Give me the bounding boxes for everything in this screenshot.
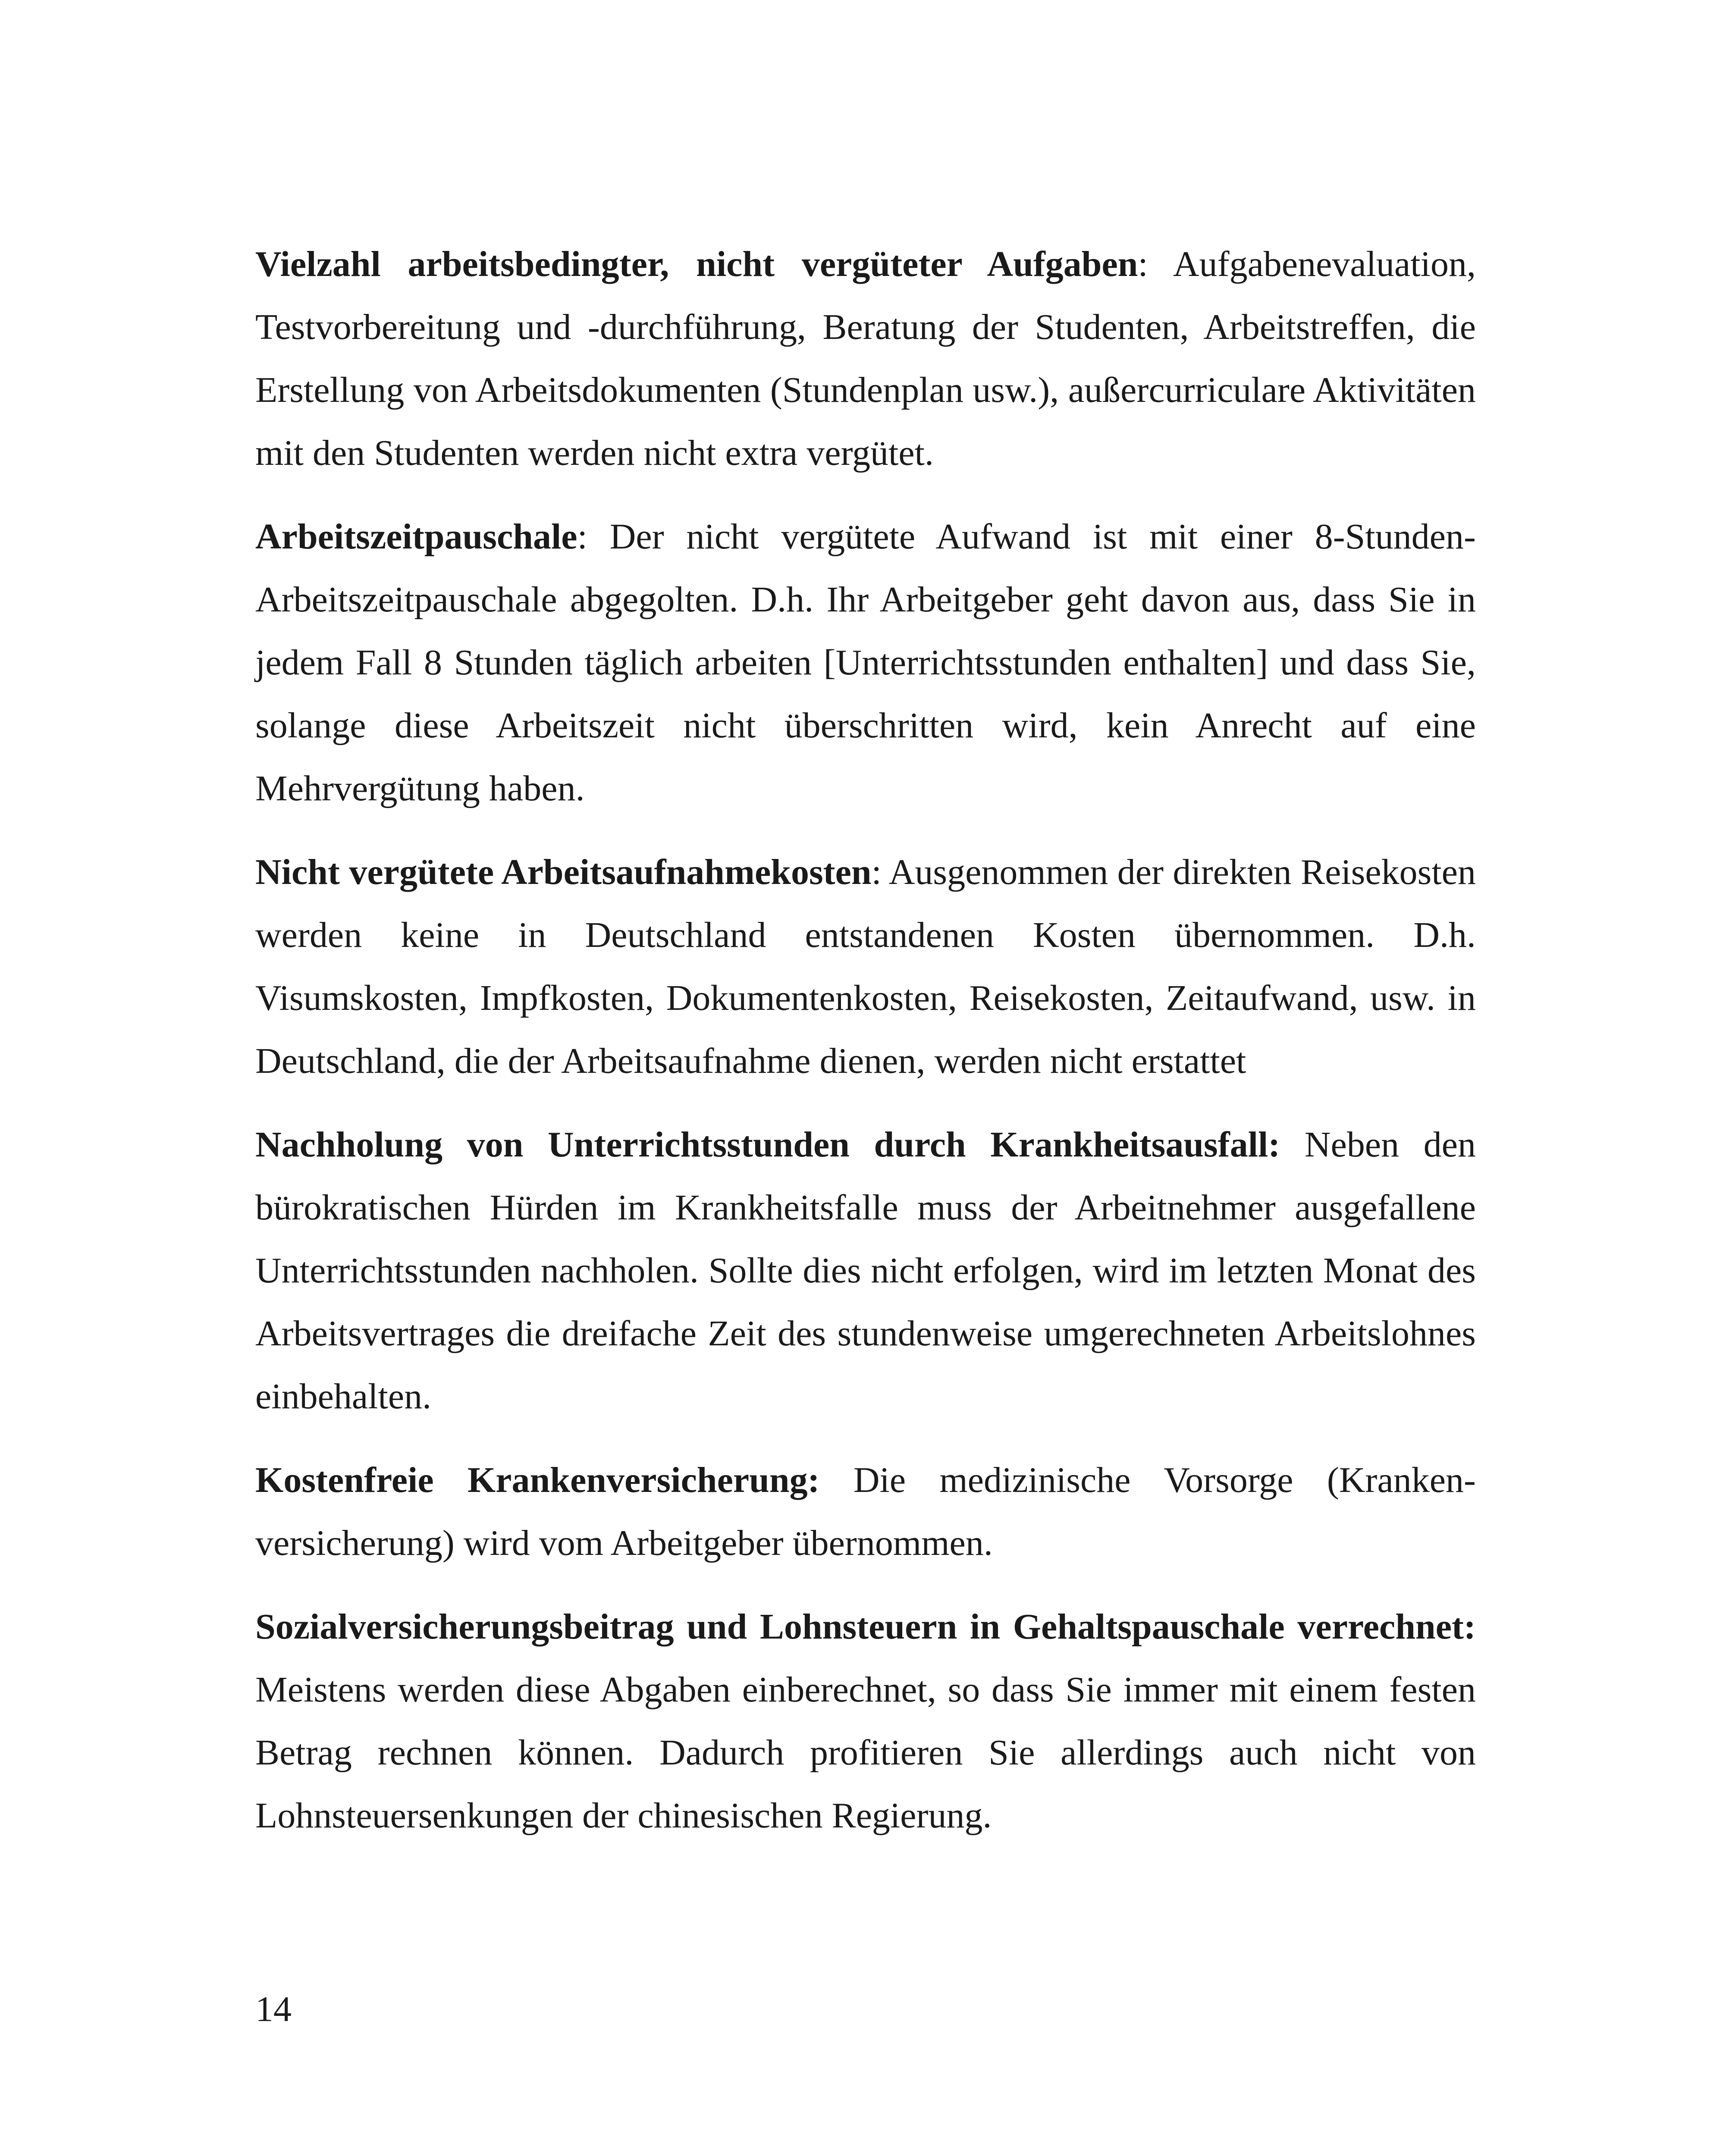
paragraph-arbeitsaufnahmekosten [255,841,1476,1093]
page-body [255,233,1476,1868]
paragraph-term: Sozialversicherungsbeitrag und Lohnsteuern in Gehaltspauschale verrechnet: [255,1607,1476,1647]
paragraph-text: Meistens werden diese Abgaben einberechnet, so dass Sie immer mit einem festen Betrag rechnen können. Dadurch profitieren Sie allerdings auch nicht von Lohnsteuersenkungen der chinesischen Regierung. [255,1670,1476,1836]
paragraph-text: Neben den bürokratischen Hürden im Krankheitsfalle muss der Arbeitnehmer ausgefallene Unterrichtsstunden nachholen. Sollte dies nicht erfolgen, wird im letzten Monat des Arbeitsvertrages die dreifache Zeit des stundenweise umgerechneten Arbeitslohnes einbehalten. [255,1125,1476,1416]
paragraph-separator: : [1138,244,1148,284]
paragraph-text: Der nicht vergütete Aufwand ist mit einer 8-Stunden-Arbeitszeitpauschale abgegolten. D.h. Ihr Arbeitgeber geht davon aus, dass Sie in jedem Fall 8 Stunden täglich arbeiten [Unterrichtsstunden enthalten] und dass Sie, solange diese Arbeitszeit nicht überschritten wird, kein Anrecht auf eine Mehrvergütung haben. [255,517,1476,808]
paragraph-text: Die medizinische Vorsorge (Kranken-versicherung) wird vom Arbeitgeber übernommen. [255,1460,1476,1563]
paragraph-text: Ausgenommen der direkten Reisekosten werden keine in Deutschland entstandenen Kosten übernommen. D.h. Visumskosten, Impfkosten, Dokumentenkosten, Reisekosten, Zeitaufwand, usw. in Deutschland, die der Arbeitsaufnahme dienen, werden nicht erstattet [255,852,1476,1081]
paragraph-term: Arbeitszeitpauschale [255,517,577,557]
paragraph-separator: : [871,852,882,892]
paragraph-term: Vielzahl arbeitsbedingter, nicht vergüteter Aufgaben [255,244,1138,284]
paragraph-term: Nachholung von Unterrichtsstunden durch Krankheitsausfall: [255,1125,1280,1165]
paragraph-term: Kostenfreie Krankenversicherung: [255,1460,820,1500]
page-number: 14 [255,1989,292,2029]
paragraph-separator: : [577,517,587,557]
paragraph-text: Aufgabenevaluation, Testvorbereitung und -durchführung, Beratung der Studenten, Arbeitstreffen, die Erstellung von Arbeitsdokumenten (Stundenplan usw.), außercurriculare Aktivitäten mit den Studenten werden nicht extra vergütet. [255,244,1476,473]
paragraph-aufgaben [255,233,1476,485]
paragraph-arbeitszeitpauschale [255,505,1476,820]
paragraph-sozialversicherung [255,1595,1476,1847]
paragraph-krankheitsausfall [255,1113,1476,1428]
paragraph-krankenversicherung [255,1449,1476,1575]
paragraph-term: Nicht vergütete Arbeitsaufnahmekosten [255,852,872,892]
